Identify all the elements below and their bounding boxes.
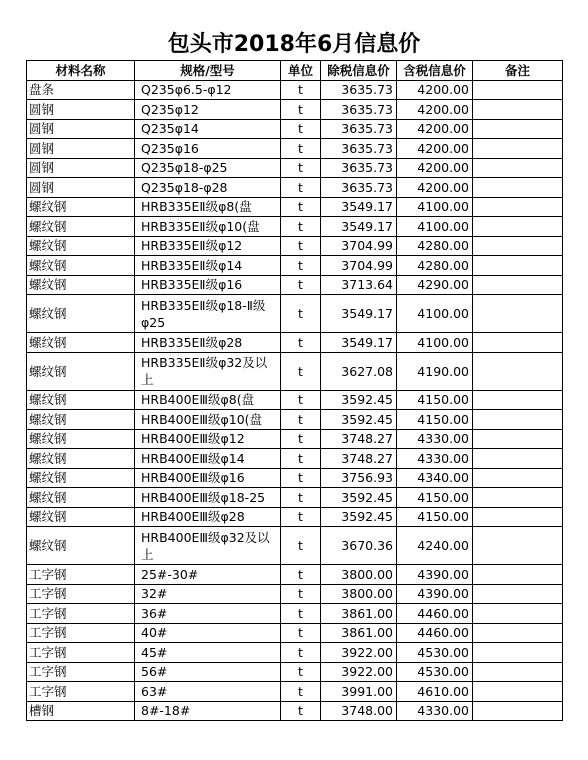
unit-cell: t: [281, 662, 321, 682]
spec-cell: HRB400EⅢ级φ12: [135, 429, 281, 449]
material-name-cell: 螺纹钢: [27, 333, 135, 353]
price-incl-tax-cell: 4290.00: [397, 275, 473, 295]
material-name-cell: 螺纹钢: [27, 217, 135, 237]
price-incl-tax-cell: 4100.00: [397, 333, 473, 353]
table-row: [27, 390, 563, 410]
price-incl-tax-cell: 4530.00: [397, 662, 473, 682]
spec-cell: HRB335EⅡ级φ10(盘: [135, 217, 281, 237]
price-excl-tax-cell: 3748.00: [321, 701, 397, 721]
price-incl-tax-cell: 4200.00: [397, 178, 473, 198]
price-incl-tax-cell: 4280.00: [397, 256, 473, 276]
material-name-cell: 螺纹钢: [27, 410, 135, 430]
unit-cell: t: [281, 507, 321, 527]
unit-cell: t: [281, 333, 321, 353]
price-excl-tax-cell: 3704.99: [321, 236, 397, 256]
price-incl-tax-cell: 4610.00: [397, 682, 473, 702]
unit-cell: t: [281, 682, 321, 702]
table-row: [27, 295, 563, 333]
price-incl-tax-cell: 4150.00: [397, 410, 473, 430]
price-incl-tax-cell: 4330.00: [397, 429, 473, 449]
material-name-cell: 工字钢: [27, 584, 135, 604]
price-excl-tax-cell: 3713.64: [321, 275, 397, 295]
remarks-cell: [473, 604, 563, 624]
price-excl-tax-cell: 3748.27: [321, 449, 397, 469]
remarks-cell: [473, 352, 563, 390]
remarks-cell: [473, 139, 563, 159]
unit-cell: t: [281, 604, 321, 624]
unit-cell: t: [281, 584, 321, 604]
table-row: [27, 682, 563, 702]
price-excl-tax-cell: 3635.73: [321, 178, 397, 198]
spec-cell: HRB400EⅢ级φ32及以上: [135, 527, 281, 565]
price-excl-tax-cell: 3922.00: [321, 662, 397, 682]
material-name-cell: 圆钢: [27, 158, 135, 178]
remarks-cell: [473, 197, 563, 217]
price-incl-tax-cell: 4150.00: [397, 390, 473, 410]
material-name-cell: 螺纹钢: [27, 197, 135, 217]
price-excl-tax-cell: 3756.93: [321, 468, 397, 488]
spec-cell: HRB400EⅢ级φ8(盘: [135, 390, 281, 410]
unit-cell: t: [281, 178, 321, 198]
unit-cell: t: [281, 158, 321, 178]
header-unit: 单位: [281, 61, 321, 81]
table-row: [27, 80, 563, 100]
table-row: [27, 468, 563, 488]
spec-cell: 40#: [135, 623, 281, 643]
price-excl-tax-cell: 3592.45: [321, 410, 397, 430]
price-incl-tax-cell: 4460.00: [397, 623, 473, 643]
spec-cell: HRB400EⅢ级φ16: [135, 468, 281, 488]
spec-cell: HRB335EⅡ级φ16: [135, 275, 281, 295]
material-name-cell: 工字钢: [27, 682, 135, 702]
table-row: [27, 507, 563, 527]
remarks-cell: [473, 217, 563, 237]
spec-cell: HRB335EⅡ级φ28: [135, 333, 281, 353]
spec-cell: HRB335EⅡ级φ8(盘: [135, 197, 281, 217]
unit-cell: t: [281, 217, 321, 237]
material-name-cell: 螺纹钢: [27, 507, 135, 527]
spec-cell: HRB400EⅢ级φ28: [135, 507, 281, 527]
remarks-cell: [473, 429, 563, 449]
spec-cell: 8#-18#: [135, 701, 281, 721]
table-row: [27, 197, 563, 217]
remarks-cell: [473, 682, 563, 702]
material-name-cell: 螺纹钢: [27, 390, 135, 410]
price-excl-tax-cell: 3549.17: [321, 197, 397, 217]
material-name-cell: 螺纹钢: [27, 256, 135, 276]
material-name-cell: 圆钢: [27, 119, 135, 139]
material-name-cell: 螺纹钢: [27, 449, 135, 469]
material-name-cell: 槽钢: [27, 701, 135, 721]
table-row: [27, 488, 563, 508]
material-name-cell: 工字钢: [27, 643, 135, 663]
page-title: 包头市2018年6月信息价: [167, 32, 421, 57]
remarks-cell: [473, 701, 563, 721]
table-row: [27, 333, 563, 353]
price-excl-tax-cell: 3922.00: [321, 643, 397, 663]
price-incl-tax-cell: 4200.00: [397, 139, 473, 159]
price-excl-tax-cell: 3861.00: [321, 623, 397, 643]
unit-cell: t: [281, 468, 321, 488]
remarks-cell: [473, 275, 563, 295]
remarks-cell: [473, 468, 563, 488]
material-name-cell: 圆钢: [27, 100, 135, 120]
table-row: [27, 100, 563, 120]
price-excl-tax-cell: 3549.17: [321, 333, 397, 353]
material-name-cell: 工字钢: [27, 623, 135, 643]
spec-cell: 25#-30#: [135, 565, 281, 585]
price-excl-tax-cell: 3991.00: [321, 682, 397, 702]
spec-cell: HRB335EⅡ级φ12: [135, 236, 281, 256]
spec-cell: HRB335EⅡ级φ32及以上: [135, 352, 281, 390]
price-table: [26, 60, 563, 721]
table-row: [27, 643, 563, 663]
unit-cell: t: [281, 390, 321, 410]
price-excl-tax-cell: 3800.00: [321, 584, 397, 604]
price-incl-tax-cell: 4240.00: [397, 527, 473, 565]
price-excl-tax-cell: 3635.73: [321, 119, 397, 139]
table-row: [27, 119, 563, 139]
spec-cell: HRB335EⅡ级φ14: [135, 256, 281, 276]
remarks-cell: [473, 488, 563, 508]
unit-cell: t: [281, 410, 321, 430]
price-incl-tax-cell: 4100.00: [397, 217, 473, 237]
header-remarks: 备注: [473, 61, 563, 81]
price-excl-tax-cell: 3748.27: [321, 429, 397, 449]
table-row: [27, 217, 563, 237]
unit-cell: t: [281, 295, 321, 333]
material-name-cell: 螺纹钢: [27, 236, 135, 256]
spec-cell: 32#: [135, 584, 281, 604]
remarks-cell: [473, 80, 563, 100]
material-name-cell: 螺纹钢: [27, 295, 135, 333]
price-incl-tax-cell: 4150.00: [397, 507, 473, 527]
remarks-cell: [473, 256, 563, 276]
spec-cell: Q235φ18-φ28: [135, 178, 281, 198]
unit-cell: t: [281, 119, 321, 139]
remarks-cell: [473, 643, 563, 663]
material-name-cell: 螺纹钢: [27, 352, 135, 390]
price-excl-tax-cell: 3635.73: [321, 158, 397, 178]
spec-cell: Q235φ16: [135, 139, 281, 159]
material-name-cell: 工字钢: [27, 604, 135, 624]
table-row: [27, 139, 563, 159]
unit-cell: t: [281, 80, 321, 100]
price-incl-tax-cell: 4390.00: [397, 565, 473, 585]
price-excl-tax-cell: 3670.36: [321, 527, 397, 565]
price-incl-tax-cell: 4200.00: [397, 158, 473, 178]
price-incl-tax-cell: 4530.00: [397, 643, 473, 663]
spec-cell: Q235φ6.5-φ12: [135, 80, 281, 100]
unit-cell: t: [281, 429, 321, 449]
table-row: [27, 565, 563, 585]
unit-cell: t: [281, 527, 321, 565]
price-incl-tax-cell: 4200.00: [397, 100, 473, 120]
unit-cell: t: [281, 236, 321, 256]
spec-cell: HRB400EⅢ级φ14: [135, 449, 281, 469]
price-incl-tax-cell: 4340.00: [397, 468, 473, 488]
price-incl-tax-cell: 4280.00: [397, 236, 473, 256]
unit-cell: t: [281, 100, 321, 120]
price-excl-tax-cell: 3592.45: [321, 488, 397, 508]
remarks-cell: [473, 507, 563, 527]
remarks-cell: [473, 662, 563, 682]
price-excl-tax-cell: 3635.73: [321, 100, 397, 120]
header-price-incl-tax: 含税信息价: [397, 61, 473, 81]
price-incl-tax-cell: 4150.00: [397, 488, 473, 508]
remarks-cell: [473, 178, 563, 198]
remarks-cell: [473, 333, 563, 353]
table-row: [27, 236, 563, 256]
remarks-cell: [473, 295, 563, 333]
remarks-cell: [473, 390, 563, 410]
price-excl-tax-cell: 3592.45: [321, 507, 397, 527]
price-excl-tax-cell: 3704.99: [321, 256, 397, 276]
header-price-excl-tax: 除税信息价: [321, 61, 397, 81]
material-name-cell: 工字钢: [27, 662, 135, 682]
spec-cell: 56#: [135, 662, 281, 682]
price-incl-tax-cell: 4190.00: [397, 352, 473, 390]
material-name-cell: 螺纹钢: [27, 527, 135, 565]
material-name-cell: 工字钢: [27, 565, 135, 585]
remarks-cell: [473, 236, 563, 256]
material-name-cell: 圆钢: [27, 178, 135, 198]
table-row: [27, 449, 563, 469]
price-incl-tax-cell: 4100.00: [397, 295, 473, 333]
material-name-cell: 盘条: [27, 80, 135, 100]
price-incl-tax-cell: 4460.00: [397, 604, 473, 624]
price-excl-tax-cell: 3592.45: [321, 390, 397, 410]
table-row: [27, 352, 563, 390]
unit-cell: t: [281, 565, 321, 585]
table-row: [27, 662, 563, 682]
remarks-cell: [473, 119, 563, 139]
price-excl-tax-cell: 3635.73: [321, 80, 397, 100]
price-excl-tax-cell: 3627.08: [321, 352, 397, 390]
spec-cell: HRB400EⅢ级φ18-25: [135, 488, 281, 508]
table-row: [27, 178, 563, 198]
unit-cell: t: [281, 256, 321, 276]
material-name-cell: 圆钢: [27, 139, 135, 159]
table-row: [27, 256, 563, 276]
remarks-cell: [473, 584, 563, 604]
unit-cell: t: [281, 139, 321, 159]
price-incl-tax-cell: 4200.00: [397, 80, 473, 100]
table-row: [27, 584, 563, 604]
spec-cell: 36#: [135, 604, 281, 624]
table-row: [27, 527, 563, 565]
spec-cell: Q235φ12: [135, 100, 281, 120]
spec-cell: HRB400EⅢ级φ10(盘: [135, 410, 281, 430]
table-row: [27, 275, 563, 295]
table-row: [27, 701, 563, 721]
material-name-cell: 螺纹钢: [27, 429, 135, 449]
remarks-cell: [473, 449, 563, 469]
remarks-cell: [473, 410, 563, 430]
remarks-cell: [473, 527, 563, 565]
price-excl-tax-cell: 3549.17: [321, 217, 397, 237]
spec-cell: HRB335EⅡ级φ18-Ⅱ级φ25: [135, 295, 281, 333]
header-spec: 规格/型号: [135, 61, 281, 81]
price-excl-tax-cell: 3549.17: [321, 295, 397, 333]
unit-cell: t: [281, 352, 321, 390]
remarks-cell: [473, 623, 563, 643]
unit-cell: t: [281, 275, 321, 295]
unit-cell: t: [281, 643, 321, 663]
table-row: [27, 623, 563, 643]
price-incl-tax-cell: 4330.00: [397, 701, 473, 721]
table-row: [27, 158, 563, 178]
price-excl-tax-cell: 3861.00: [321, 604, 397, 624]
table-row: [27, 604, 563, 624]
price-excl-tax-cell: 3800.00: [321, 565, 397, 585]
table-row: [27, 429, 563, 449]
table-header-row: [27, 61, 563, 81]
spec-cell: Q235φ18-φ25: [135, 158, 281, 178]
price-incl-tax-cell: 4330.00: [397, 449, 473, 469]
price-incl-tax-cell: 4100.00: [397, 197, 473, 217]
unit-cell: t: [281, 623, 321, 643]
remarks-cell: [473, 565, 563, 585]
unit-cell: t: [281, 701, 321, 721]
unit-cell: t: [281, 488, 321, 508]
unit-cell: t: [281, 449, 321, 469]
remarks-cell: [473, 100, 563, 120]
spec-cell: 45#: [135, 643, 281, 663]
price-incl-tax-cell: 4390.00: [397, 584, 473, 604]
price-excl-tax-cell: 3635.73: [321, 139, 397, 159]
material-name-cell: 螺纹钢: [27, 275, 135, 295]
price-incl-tax-cell: 4200.00: [397, 119, 473, 139]
remarks-cell: [473, 158, 563, 178]
spec-cell: Q235φ14: [135, 119, 281, 139]
header-material-name: 材料名称: [27, 61, 135, 81]
material-name-cell: 螺纹钢: [27, 488, 135, 508]
unit-cell: t: [281, 197, 321, 217]
material-name-cell: 螺纹钢: [27, 468, 135, 488]
spec-cell: 63#: [135, 682, 281, 702]
table-row: [27, 410, 563, 430]
